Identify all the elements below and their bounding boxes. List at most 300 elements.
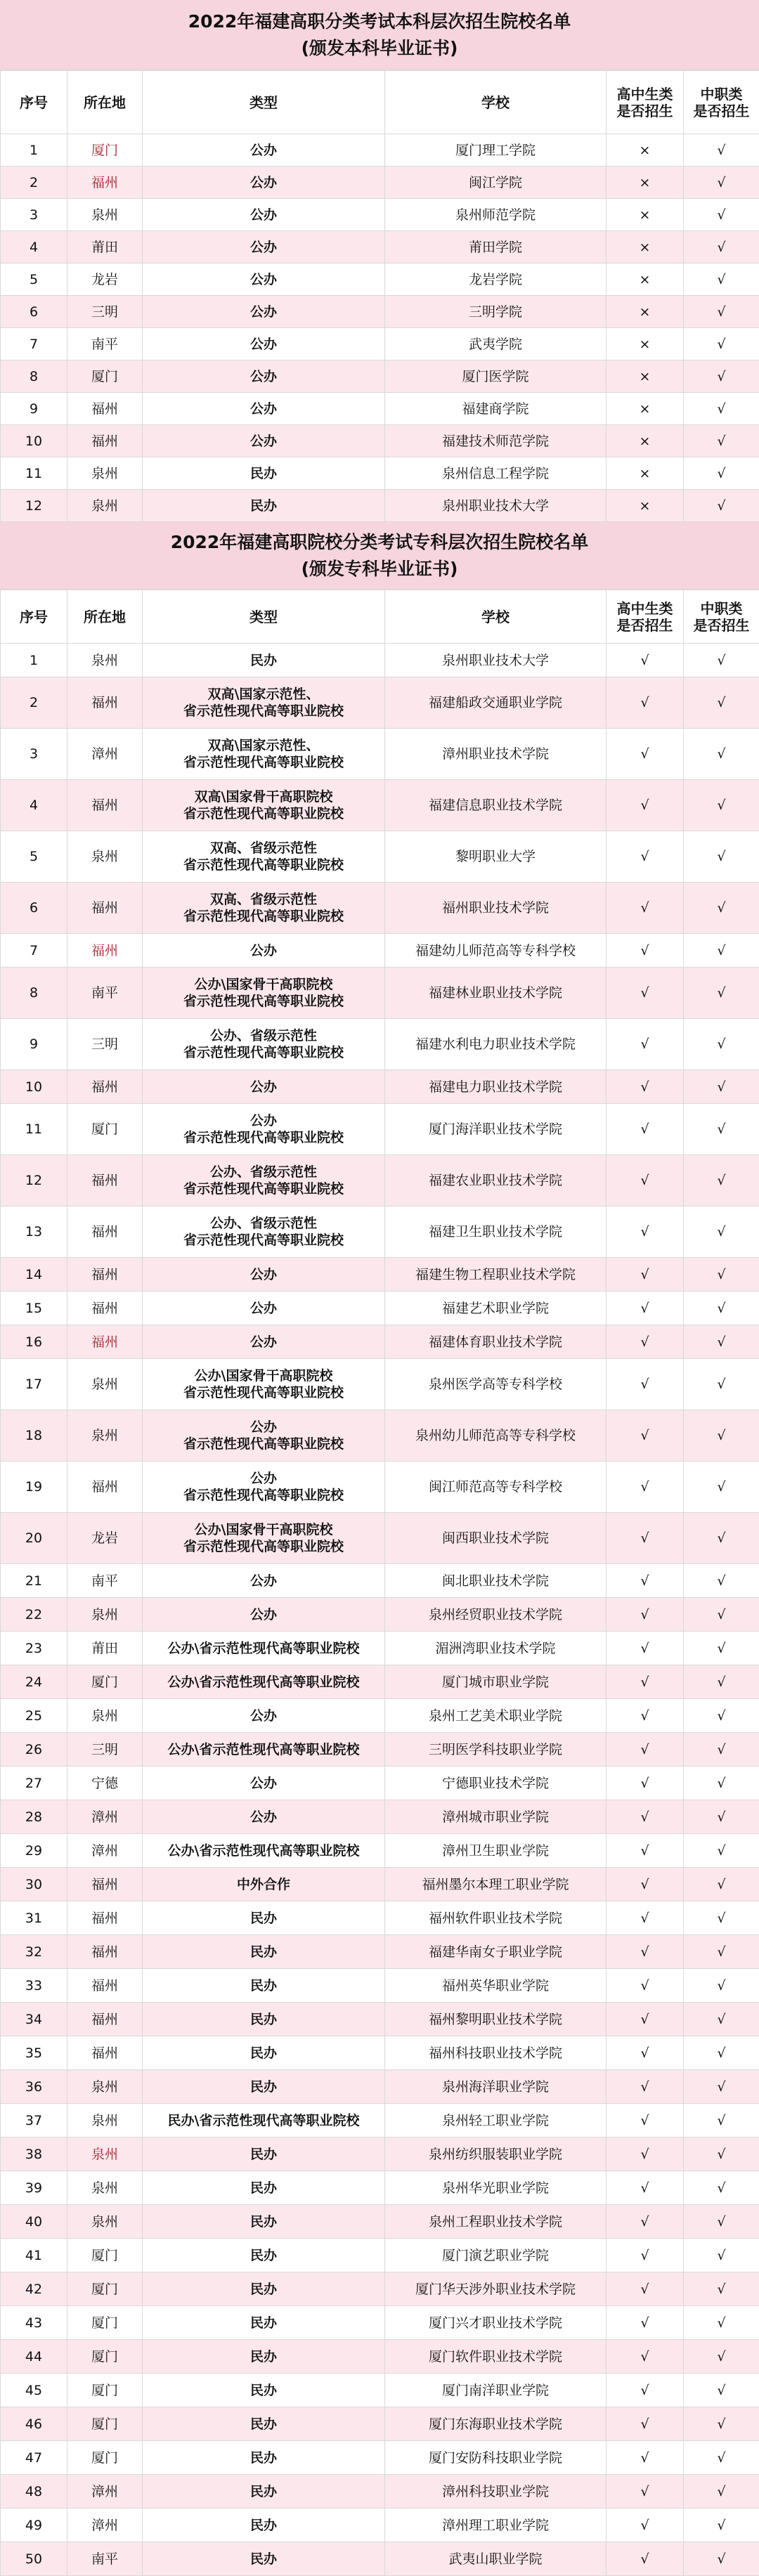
cell-school: 厦门华天涉外职业技术学院 xyxy=(385,2272,606,2306)
cell-type: 双高\国家骨干高职院校 省示范性现代高等职业院校 xyxy=(143,780,385,831)
cell-hs: √ xyxy=(606,968,684,1019)
cell-city: 三明 xyxy=(67,1733,143,1767)
cell-type: 民办 xyxy=(143,2003,385,2036)
cell-city: 莆田 xyxy=(67,1632,143,1665)
cell-type: 民办 xyxy=(143,2407,385,2441)
cell-school: 福州英华职业学院 xyxy=(385,1969,606,2003)
cell-no: 17 xyxy=(1,1359,67,1410)
cell-hs: √ xyxy=(606,1410,684,1462)
cell-voc: √ xyxy=(684,1325,759,1359)
table-row xyxy=(1,2374,759,2407)
cell-school: 厦门南洋职业学院 xyxy=(385,2374,606,2407)
cell-type: 民办 xyxy=(143,2171,385,2205)
section1-table xyxy=(0,70,759,522)
cell-type: 公办 xyxy=(143,1070,385,1104)
cell-city: 福州 xyxy=(67,1969,143,2003)
cell-city: 泉州 xyxy=(67,1598,143,1632)
cell-city: 漳州 xyxy=(67,729,143,780)
table-row xyxy=(1,1598,759,1632)
cell-type: 民办 xyxy=(143,1969,385,2003)
cell-no: 10 xyxy=(1,425,67,457)
table-row xyxy=(1,2171,759,2205)
cell-type: 民办 xyxy=(143,2475,385,2509)
cell-hs: √ xyxy=(606,1767,684,1800)
header-school: 学校 xyxy=(385,590,606,644)
cell-no: 16 xyxy=(1,1325,67,1359)
table-row xyxy=(1,1834,759,1868)
cell-type: 公办 xyxy=(143,1292,385,1325)
cell-school: 福建商学院 xyxy=(385,393,606,425)
cell-type: 民办 xyxy=(143,2036,385,2070)
section1-title-line2: (颁发本科毕业证书) xyxy=(0,35,759,62)
cell-type: 双高\国家示范性、 省示范性现代高等职业院校 xyxy=(143,677,385,729)
cell-voc: √ xyxy=(684,457,759,490)
table-row xyxy=(1,644,759,677)
table-row xyxy=(1,1513,759,1564)
cell-hs: √ xyxy=(606,1632,684,1665)
cell-school: 闽北职业技术学院 xyxy=(385,1564,606,1598)
cell-hs: √ xyxy=(606,1206,684,1258)
table-row xyxy=(1,968,759,1019)
cell-school: 福州软件职业技术学院 xyxy=(385,1901,606,1935)
cell-voc: √ xyxy=(684,2171,759,2205)
cell-city: 福州 xyxy=(67,1206,143,1258)
cell-voc: √ xyxy=(684,490,759,522)
cell-type: 民办 xyxy=(143,2070,385,2104)
cell-no: 47 xyxy=(1,2441,67,2475)
cell-city: 南平 xyxy=(67,1564,143,1598)
table-row xyxy=(1,2475,759,2509)
cell-no: 13 xyxy=(1,1206,67,1258)
cell-hs: √ xyxy=(606,2070,684,2104)
cell-school: 厦门软件职业技术学院 xyxy=(385,2340,606,2374)
cell-hs: √ xyxy=(606,2036,684,2070)
cell-city: 龙岩 xyxy=(67,264,143,296)
cell-voc: √ xyxy=(684,1258,759,1292)
cell-hs: √ xyxy=(606,2475,684,2509)
cell-city: 泉州 xyxy=(67,2104,143,2138)
cell-type: 双高\国家示范性、 省示范性现代高等职业院校 xyxy=(143,729,385,780)
cell-city: 厦门 xyxy=(67,360,143,393)
cell-school: 福建水利电力职业技术学院 xyxy=(385,1019,606,1070)
cell-type: 民办\省示范性现代高等职业院校 xyxy=(143,2104,385,2138)
header-no: 序号 xyxy=(1,71,67,134)
cell-type: 民办 xyxy=(143,2542,385,2576)
cell-no: 28 xyxy=(1,1800,67,1834)
cell-type: 公办\国家骨干高职院校 省示范性现代高等职业院校 xyxy=(143,1513,385,1564)
cell-hs: √ xyxy=(606,1258,684,1292)
cell-no: 32 xyxy=(1,1935,67,1969)
cell-city: 福州 xyxy=(67,883,143,934)
cell-city: 福州 xyxy=(67,1070,143,1104)
table-row xyxy=(1,1733,759,1767)
cell-city: 泉州 xyxy=(67,1699,143,1733)
cell-type: 公办 xyxy=(143,167,385,199)
cell-voc: √ xyxy=(684,2407,759,2441)
cell-type: 民办 xyxy=(143,2306,385,2340)
table-row xyxy=(1,1462,759,1513)
cell-hs: × xyxy=(606,231,684,264)
cell-no: 5 xyxy=(1,264,67,296)
cell-city: 福州 xyxy=(67,393,143,425)
cell-voc: √ xyxy=(684,2340,759,2374)
cell-school: 福建技术师范学院 xyxy=(385,425,606,457)
cell-voc: √ xyxy=(684,1598,759,1632)
cell-hs: √ xyxy=(606,2407,684,2441)
cell-voc: √ xyxy=(684,644,759,677)
cell-school: 三明医学科技职业学院 xyxy=(385,1733,606,1767)
cell-no: 22 xyxy=(1,1598,67,1632)
cell-hs: √ xyxy=(606,1868,684,1901)
cell-type: 公办 xyxy=(143,1564,385,1598)
cell-voc: √ xyxy=(684,1767,759,1800)
cell-voc: √ xyxy=(684,1104,759,1155)
cell-school: 福州科技职业技术学院 xyxy=(385,2036,606,2070)
cell-voc: √ xyxy=(684,1969,759,2003)
section2-title-line1: 2022年福建高职院校分类考试专科层次招生院校名单 xyxy=(0,529,759,556)
cell-hs: √ xyxy=(606,1665,684,1699)
cell-no: 19 xyxy=(1,1462,67,1513)
cell-school: 闽江学院 xyxy=(385,167,606,199)
cell-voc: √ xyxy=(684,2475,759,2509)
cell-no: 11 xyxy=(1,1104,67,1155)
cell-voc: √ xyxy=(684,1155,759,1206)
cell-voc: √ xyxy=(684,2542,759,2576)
cell-no: 35 xyxy=(1,2036,67,2070)
table-row xyxy=(1,677,759,729)
cell-city: 福州 xyxy=(67,167,143,199)
cell-city: 泉州 xyxy=(67,2138,143,2171)
cell-school: 福州职业技术学院 xyxy=(385,883,606,934)
cell-school: 厦门兴才职业技术学院 xyxy=(385,2306,606,2340)
cell-hs: √ xyxy=(606,1699,684,1733)
cell-hs: √ xyxy=(606,1564,684,1598)
cell-hs: √ xyxy=(606,1359,684,1410)
cell-hs: √ xyxy=(606,1800,684,1834)
cell-voc: √ xyxy=(684,2138,759,2171)
header-type: 类型 xyxy=(143,71,385,134)
cell-type: 民办 xyxy=(143,457,385,490)
table-row xyxy=(1,2036,759,2070)
cell-city: 厦门 xyxy=(67,2239,143,2272)
cell-city: 福州 xyxy=(67,934,143,968)
cell-city: 福州 xyxy=(67,1292,143,1325)
cell-type: 民办 xyxy=(143,644,385,677)
cell-city: 厦门 xyxy=(67,1104,143,1155)
cell-hs: × xyxy=(606,425,684,457)
table-row xyxy=(1,883,759,934)
table-row xyxy=(1,2340,759,2374)
cell-no: 33 xyxy=(1,1969,67,2003)
header-city: 所在地 xyxy=(67,590,143,644)
cell-no: 12 xyxy=(1,1155,67,1206)
cell-no: 46 xyxy=(1,2407,67,2441)
cell-no: 20 xyxy=(1,1513,67,1564)
table-row xyxy=(1,2542,759,2576)
cell-city: 南平 xyxy=(67,328,143,360)
cell-no: 43 xyxy=(1,2306,67,2340)
cell-no: 39 xyxy=(1,2171,67,2205)
cell-no: 5 xyxy=(1,831,67,883)
cell-voc: √ xyxy=(684,2374,759,2407)
cell-type: 公办、省级示范性 省示范性现代高等职业院校 xyxy=(143,1155,385,1206)
table-row xyxy=(1,1564,759,1598)
cell-type: 公办 xyxy=(143,360,385,393)
cell-city: 南平 xyxy=(67,2542,143,2576)
cell-hs: √ xyxy=(606,2542,684,2576)
table-row xyxy=(1,2509,759,2542)
cell-city: 福州 xyxy=(67,1935,143,1969)
cell-hs: × xyxy=(606,328,684,360)
table-row xyxy=(1,457,759,490)
cell-voc: √ xyxy=(684,1462,759,1513)
cell-voc: √ xyxy=(684,2070,759,2104)
cell-city: 厦门 xyxy=(67,2340,143,2374)
table-row xyxy=(1,2138,759,2171)
cell-voc: √ xyxy=(684,1901,759,1935)
table-row xyxy=(1,934,759,968)
table-row xyxy=(1,296,759,328)
cell-school: 湄洲湾职业技术学院 xyxy=(385,1632,606,1665)
cell-school: 泉州工程职业技术学院 xyxy=(385,2205,606,2239)
cell-no: 37 xyxy=(1,2104,67,2138)
header-hs: 高中生类 是否招生 xyxy=(606,71,684,134)
cell-voc: √ xyxy=(684,1410,759,1462)
cell-hs: √ xyxy=(606,1325,684,1359)
cell-school: 漳州理工职业学院 xyxy=(385,2509,606,2542)
cell-school: 泉州幼儿师范高等专科学校 xyxy=(385,1410,606,1462)
cell-school: 漳州卫生职业学院 xyxy=(385,1834,606,1868)
cell-no: 40 xyxy=(1,2205,67,2239)
cell-school: 漳州城市职业学院 xyxy=(385,1800,606,1834)
cell-school: 泉州海洋职业学院 xyxy=(385,2070,606,2104)
table-row xyxy=(1,1359,759,1410)
cell-voc: √ xyxy=(684,780,759,831)
cell-voc: √ xyxy=(684,883,759,934)
cell-type: 公办 省示范性现代高等职业院校 xyxy=(143,1462,385,1513)
cell-hs: √ xyxy=(606,1462,684,1513)
cell-city: 泉州 xyxy=(67,1359,143,1410)
cell-school: 泉州师范学院 xyxy=(385,199,606,231)
cell-hs: × xyxy=(606,393,684,425)
cell-hs: √ xyxy=(606,2205,684,2239)
table-row xyxy=(1,1104,759,1155)
header-hs: 高中生类 是否招生 xyxy=(606,590,684,644)
cell-type: 民办 xyxy=(143,2374,385,2407)
section2-rows xyxy=(1,644,759,2576)
cell-city: 福州 xyxy=(67,1155,143,1206)
table-row xyxy=(1,1969,759,2003)
cell-type: 公办 xyxy=(143,134,385,167)
cell-city: 宁德 xyxy=(67,1767,143,1800)
cell-type: 公办\省示范性现代高等职业院校 xyxy=(143,1665,385,1699)
cell-no: 1 xyxy=(1,134,67,167)
cell-city: 厦门 xyxy=(67,2306,143,2340)
cell-no: 7 xyxy=(1,328,67,360)
cell-hs: √ xyxy=(606,2239,684,2272)
cell-voc: √ xyxy=(684,2441,759,2475)
cell-school: 福建生物工程职业技术学院 xyxy=(385,1258,606,1292)
cell-hs: √ xyxy=(606,2340,684,2374)
cell-city: 厦门 xyxy=(67,2374,143,2407)
cell-type: 公办 xyxy=(143,934,385,968)
cell-no: 45 xyxy=(1,2374,67,2407)
table-row xyxy=(1,2070,759,2104)
cell-hs: √ xyxy=(606,1155,684,1206)
cell-city: 泉州 xyxy=(67,831,143,883)
cell-no: 34 xyxy=(1,2003,67,2036)
cell-voc: √ xyxy=(684,199,759,231)
cell-school: 福建信息职业技术学院 xyxy=(385,780,606,831)
cell-school: 福建艺术职业学院 xyxy=(385,1292,606,1325)
cell-hs: × xyxy=(606,167,684,199)
cell-hs: √ xyxy=(606,1935,684,1969)
cell-type: 公办\国家骨干高职院校 省示范性现代高等职业院校 xyxy=(143,1359,385,1410)
table-header-row xyxy=(1,590,759,644)
table-row xyxy=(1,393,759,425)
table-row xyxy=(1,729,759,780)
cell-voc: √ xyxy=(684,1935,759,1969)
cell-hs: × xyxy=(606,134,684,167)
cell-hs: × xyxy=(606,490,684,522)
cell-no: 24 xyxy=(1,1665,67,1699)
cell-hs: √ xyxy=(606,1834,684,1868)
table-row xyxy=(1,2306,759,2340)
cell-city: 福州 xyxy=(67,2036,143,2070)
cell-hs: √ xyxy=(606,2171,684,2205)
cell-city: 福州 xyxy=(67,1258,143,1292)
cell-city: 福州 xyxy=(67,1868,143,1901)
header-no: 序号 xyxy=(1,590,67,644)
cell-no: 8 xyxy=(1,968,67,1019)
cell-voc: √ xyxy=(684,1800,759,1834)
table-row xyxy=(1,1258,759,1292)
cell-no: 6 xyxy=(1,296,67,328)
table-row xyxy=(1,2441,759,2475)
cell-voc: √ xyxy=(684,2509,759,2542)
cell-hs: √ xyxy=(606,2272,684,2306)
cell-no: 30 xyxy=(1,1868,67,1901)
cell-type: 公办 xyxy=(143,393,385,425)
cell-no: 49 xyxy=(1,2509,67,2542)
section2-title-line2: (颁发专科毕业证书) xyxy=(0,556,759,583)
cell-school: 厦门理工学院 xyxy=(385,134,606,167)
cell-no: 7 xyxy=(1,934,67,968)
cell-type: 民办 xyxy=(143,2205,385,2239)
cell-no: 41 xyxy=(1,2239,67,2272)
table-row xyxy=(1,2239,759,2272)
cell-city: 漳州 xyxy=(67,1834,143,1868)
cell-city: 南平 xyxy=(67,968,143,1019)
cell-voc: √ xyxy=(684,1292,759,1325)
cell-hs: √ xyxy=(606,1901,684,1935)
cell-no: 36 xyxy=(1,2070,67,2104)
cell-voc: √ xyxy=(684,134,759,167)
cell-school: 武夷山职业学院 xyxy=(385,2542,606,2576)
cell-school: 泉州职业技术大学 xyxy=(385,490,606,522)
cell-no: 3 xyxy=(1,199,67,231)
cell-school: 武夷学院 xyxy=(385,328,606,360)
section1-title-line1: 2022年福建高职分类考试本科层次招生院校名单 xyxy=(0,8,759,35)
cell-no: 23 xyxy=(1,1632,67,1665)
cell-hs: × xyxy=(606,457,684,490)
cell-city: 厦门 xyxy=(67,2272,143,2306)
cell-hs: √ xyxy=(606,2104,684,2138)
cell-school: 厦门医学院 xyxy=(385,360,606,393)
cell-voc: √ xyxy=(684,1733,759,1767)
cell-hs: √ xyxy=(606,934,684,968)
section1-title xyxy=(0,0,759,70)
table-row xyxy=(1,231,759,264)
cell-type: 民办 xyxy=(143,1935,385,1969)
cell-type: 公办、省级示范性 省示范性现代高等职业院校 xyxy=(143,1206,385,1258)
cell-type: 民办 xyxy=(143,2138,385,2171)
cell-voc: √ xyxy=(684,1665,759,1699)
cell-voc: √ xyxy=(684,1359,759,1410)
cell-type: 公办 xyxy=(143,425,385,457)
cell-no: 3 xyxy=(1,729,67,780)
cell-no: 2 xyxy=(1,677,67,729)
cell-voc: √ xyxy=(684,2036,759,2070)
header-city: 所在地 xyxy=(67,71,143,134)
cell-type: 民办 xyxy=(143,2441,385,2475)
cell-city: 福州 xyxy=(67,1462,143,1513)
cell-no: 10 xyxy=(1,1070,67,1104)
cell-no: 14 xyxy=(1,1258,67,1292)
cell-no: 6 xyxy=(1,883,67,934)
cell-no: 42 xyxy=(1,2272,67,2306)
cell-no: 48 xyxy=(1,2475,67,2509)
table-row xyxy=(1,199,759,231)
cell-no: 21 xyxy=(1,1564,67,1598)
cell-school: 厦门海洋职业技术学院 xyxy=(385,1104,606,1155)
cell-hs: √ xyxy=(606,677,684,729)
table-row xyxy=(1,425,759,457)
cell-no: 9 xyxy=(1,1019,67,1070)
cell-voc: √ xyxy=(684,831,759,883)
cell-type: 公办、省级示范性 省示范性现代高等职业院校 xyxy=(143,1019,385,1070)
cell-school: 泉州工艺美术职业学院 xyxy=(385,1699,606,1733)
cell-city: 福州 xyxy=(67,1901,143,1935)
cell-voc: √ xyxy=(684,425,759,457)
cell-school: 厦门东海职业技术学院 xyxy=(385,2407,606,2441)
cell-no: 4 xyxy=(1,231,67,264)
cell-hs: √ xyxy=(606,644,684,677)
cell-school: 莆田学院 xyxy=(385,231,606,264)
table-row xyxy=(1,2205,759,2239)
cell-city: 福州 xyxy=(67,780,143,831)
cell-type: 公办 省示范性现代高等职业院校 xyxy=(143,1410,385,1462)
cell-voc: √ xyxy=(684,296,759,328)
cell-type: 公办\省示范性现代高等职业院校 xyxy=(143,1733,385,1767)
cell-type: 公办\省示范性现代高等职业院校 xyxy=(143,1632,385,1665)
cell-hs: √ xyxy=(606,1104,684,1155)
cell-school: 泉州华光职业学院 xyxy=(385,2171,606,2205)
cell-school: 福建幼儿师范高等专科学校 xyxy=(385,934,606,968)
cell-type: 公办 xyxy=(143,1699,385,1733)
cell-voc: √ xyxy=(684,677,759,729)
cell-city: 厦门 xyxy=(67,1665,143,1699)
cell-type: 民办 xyxy=(143,2272,385,2306)
cell-hs: √ xyxy=(606,883,684,934)
cell-type: 公办 xyxy=(143,1258,385,1292)
cell-city: 厦门 xyxy=(67,2407,143,2441)
cell-no: 9 xyxy=(1,393,67,425)
cell-type: 公办 xyxy=(143,264,385,296)
table-row xyxy=(1,1767,759,1800)
cell-hs: √ xyxy=(606,1733,684,1767)
cell-type: 双高、省级示范性 省示范性现代高等职业院校 xyxy=(143,883,385,934)
